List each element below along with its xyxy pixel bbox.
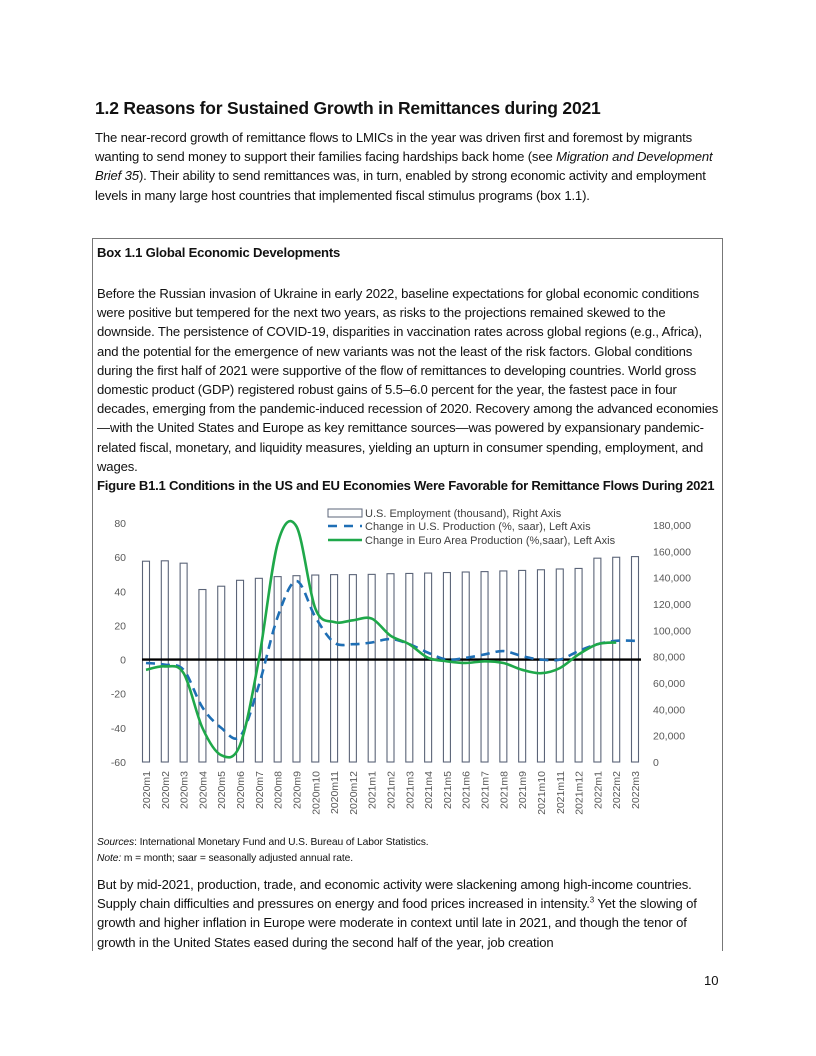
note-line: [97, 851, 429, 867]
employment-bar: [500, 571, 507, 762]
box-paragraph-2: [97, 875, 722, 952]
left-axis-tick-label: 40: [114, 586, 126, 599]
page-number: 10: [704, 973, 719, 988]
x-axis-tick-label: 2021m2: [385, 771, 398, 809]
box-paragraph-1: Before the Russian invasion of Ukraine in early 2022, baseline expectations for global economic conditions were positive but tempered for the next two years, as risks to the projections remained skewed to the downside. The persistence of COVID-19, disparities in vaccination rates across global regions (e.g., Africa), and the potential for the emergence of new variants was not the least of the risk factors. Global conditions during the first half of 2021 were supportive of the flow of remittances to developing countries. World gross domestic product (GDP) registered robust gains of 5.5–6.0 percent for the year, the fastest pace in four decades, emerging from the pandemic-induced recession of 2020. Recovery among the advanced economies—with the United States and Europe as key remittance sources—was powered by expansionary pandemic-related fiscal, monetary, and liquidity measures, yielding an upturn in consumer spending, employment, and wages.: [97, 286, 719, 474]
employment-bar: [331, 575, 338, 762]
footnote-marker[interactable]: 3: [589, 895, 595, 905]
employment-bar: [537, 570, 544, 762]
employment-bar: [575, 568, 582, 762]
x-axis-tick-label: 2021m7: [479, 771, 492, 809]
x-axis-tick-label: 2020m1: [141, 771, 153, 809]
legend-label: Change in U.S. Production (%, saar), Left Axis: [365, 521, 591, 533]
x-axis-tick-label: 2021m1: [366, 771, 379, 809]
employment-bar: [406, 573, 413, 762]
employment-bar: [293, 576, 300, 762]
x-axis-tick-label: 2021m6: [460, 771, 473, 809]
left-axis-tick-label: 80: [114, 518, 126, 530]
employment-bar: [143, 561, 150, 762]
box-paragraph-2-text: But by mid-2021, production, trade, and economic activity were slackening among high-income countries. Supply chain difficulties and pressures on energy and food prices increased in intensity.: [97, 877, 692, 912]
note-text: m = month; saar = seasonally adjusted annual rate.: [121, 853, 353, 864]
x-axis-tick-label: 2021m10: [535, 771, 548, 815]
x-axis-tick-label: 2022m2: [611, 771, 624, 809]
right-axis-tick-label: 120,000: [653, 599, 691, 611]
right-axis-tick-label: 180,000: [653, 520, 691, 532]
x-axis-tick-label: 2020m4: [197, 771, 210, 809]
x-axis-tick-label: 2021m4: [423, 771, 436, 809]
right-axis-tick-label: 20,000: [653, 730, 686, 743]
box-paragraph-2-text-cont: Yet the slowing of growth and higher inflation in Europe were moderate in context until late in 2021, and though the tenor of growth in the United States eased during the second half of the year, job creation: [97, 896, 697, 950]
legend-label: Change in Euro Area Production (%,saar), Left Axis: [365, 535, 616, 547]
left-axis-tick-label: -60: [110, 757, 126, 769]
intro-text-2: ). Their ability to send remittances was, in turn, enabled by strong economic activity and employment levels in many large host countries that implemented fiscal stimulus programs (box 1.1).: [95, 168, 706, 203]
note-label: Note:: [97, 853, 122, 864]
figure-b1-1-chart: [93, 501, 722, 826]
x-axis-tick-label: 2020m10: [310, 771, 323, 815]
x-axis-tick-label: 2021m11: [554, 771, 567, 815]
sources-line: [97, 835, 429, 851]
right-axis-tick-label: 40,000: [653, 704, 686, 717]
sources-label: Sources: [97, 837, 135, 848]
right-axis-tick-label: 0: [653, 757, 659, 769]
x-axis-tick-label: 2021m8: [498, 771, 511, 809]
figure-notes: [97, 835, 429, 867]
employment-bar: [349, 575, 356, 762]
intro-paragraph: [95, 128, 720, 205]
x-axis-tick-label: 2020m11: [329, 771, 342, 815]
chart-canvas: [93, 501, 722, 826]
x-axis-tick-label: 2020m3: [178, 771, 191, 809]
x-axis-tick-label: 2020m2: [159, 771, 172, 809]
x-axis-tick-label: 2020m12: [347, 771, 360, 815]
box-title: Box 1.1 Global Economic Developments: [97, 245, 341, 260]
employment-bar: [199, 590, 206, 762]
intro-text-1: The near-record growth of remittance flows to LMICs in the year was driven first and foremost by migrants wanting to send money to support their families facing hardships back home (see: [95, 130, 692, 165]
right-axis-tick-label: 160,000: [653, 546, 691, 559]
employment-bar: [274, 577, 281, 762]
employment-bar: [443, 573, 450, 762]
left-axis-tick-label: 60: [114, 552, 126, 565]
right-axis-tick-label: 60,000: [653, 678, 686, 690]
right-axis-tick-label: 140,000: [653, 572, 691, 585]
left-axis-tick-label: -20: [110, 688, 126, 701]
employment-bar: [218, 586, 225, 762]
x-axis-tick-label: 2020m6: [235, 771, 248, 809]
figure-title: Figure B1.1 Conditions in the US and EU Economies Were Favorable for Remittance Flows During 2021: [97, 478, 715, 493]
left-axis-tick-label: -40: [110, 722, 126, 735]
x-axis-tick-label: 2020m9: [291, 771, 304, 809]
x-axis-tick-label: 2021m3: [404, 771, 417, 809]
employment-bar: [180, 563, 187, 762]
employment-bar: [161, 561, 168, 762]
x-axis-tick-label: 2021m12: [573, 771, 586, 815]
right-axis-tick-label: 100,000: [653, 625, 691, 638]
x-axis-tick-label: 2020m7: [253, 771, 266, 809]
employment-bar: [387, 574, 394, 762]
employment-bar: [481, 572, 488, 762]
section-heading: 1.2 Reasons for Sustained Growth in Remittances during 2021: [95, 98, 601, 118]
sources-text: : International Monetary Fund and U.S. Bureau of Labor Statistics.: [134, 837, 429, 848]
employment-bar: [425, 573, 432, 762]
employment-bar: [519, 570, 526, 762]
x-axis-tick-label: 2021m9: [517, 771, 530, 809]
employment-bar: [462, 572, 469, 762]
employment-bar: [368, 574, 375, 762]
right-axis-tick-label: 80,000: [653, 651, 686, 664]
left-axis-tick-label: 0: [120, 654, 126, 667]
legend-label: U.S. Employment (thousand), Right Axis: [365, 508, 562, 520]
box-1-1: [92, 238, 723, 951]
x-axis-tick-label: 2020m8: [272, 771, 285, 809]
intro-italic-reference: Migration and Development Brief 35: [95, 149, 713, 184]
legend-bar-swatch-icon: [328, 509, 362, 517]
x-axis-tick-label: 2021m5: [441, 771, 454, 809]
x-axis-tick-label: 2022m1: [592, 771, 605, 809]
x-axis-tick-label: 2022m3: [630, 771, 642, 809]
left-axis-tick-label: 20: [114, 620, 126, 633]
x-axis-tick-label: 2020m5: [216, 771, 229, 809]
